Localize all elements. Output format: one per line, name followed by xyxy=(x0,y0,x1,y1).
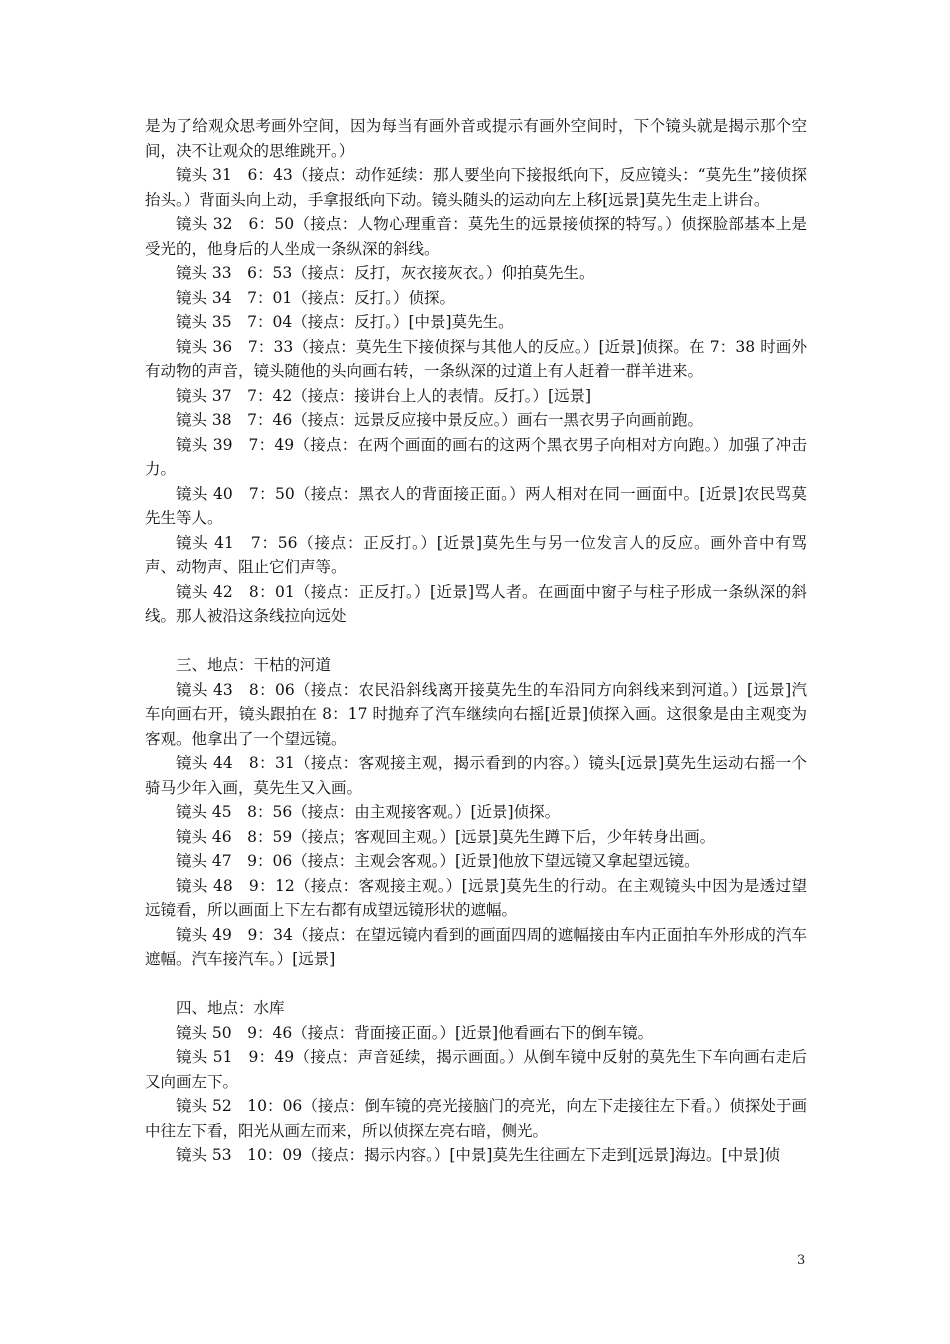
paragraph: 镜头 41 7：56（接点：正反打。）[近景]莫先生与另一位发言人的反应。画外音中有骂声、动物声、阻止它们声等。 xyxy=(145,533,807,576)
paragraph: 镜头 53 10：09（接点：揭示内容。）[中景]莫先生往画左下走到[远景]海边。[中景]侦 xyxy=(176,1146,781,1164)
paragraph: 镜头 51 9：49（接点：声音延续，揭示画面。）从倒车镜中反射的莫先生下车向画右走后又向画左下。 xyxy=(145,1048,807,1091)
paragraph: 镜头 43 8：06（接点：农民沿斜线离开接莫先生的车沿同方向斜线来到河道。）[远景]汽车向画右开，镜头跟拍在 8：17 时抛弃了汽车继续向右摇[近景]侦探入画。这很象是由主观变为客观。他拿出了一个望远镜。 xyxy=(145,680,807,748)
document-body xyxy=(145,114,807,1168)
paragraph: 镜头 38 7：46（接点：远景反应接中景反应。）画右一黑衣男子向画前跑。 xyxy=(176,411,703,429)
paragraph: 镜头 47 9：06（接点：主观会客观。）[近景]他放下望远镜又拿起望远镜。 xyxy=(176,852,700,870)
section-gap xyxy=(145,972,807,997)
paragraph: 是为了给观众思考画外空间，因为每当有画外音或提示有画外空间时，下个镜头就是揭示那个空间，决不让观众的思维跳开。） xyxy=(145,117,807,160)
paragraph: 镜头 39 7：49（接点：在两个画面的画右的这两个黑衣男子向相对方向跑。）加强了冲击力。 xyxy=(145,435,807,478)
paragraph: 镜头 36 7：33（接点：莫先生下接侦探与其他人的反应。）[近景]侦探。在 7：38 时画外有动物的声音，镜头随他的头向画右转，一条纵深的过道上有人赶着一群羊进来。 xyxy=(145,337,807,380)
paragraph: 三、地点：干枯的河道 xyxy=(176,656,332,674)
paragraph: 镜头 32 6：50（接点：人物心理重音：莫先生的远景接侦探的特写。）侦探脸部基本上是受光的，他身后的人坐成一条纵深的斜线。 xyxy=(145,215,807,258)
paragraph: 镜头 44 8：31（接点：客观接主观，揭示看到的内容。）镜头[远景]莫先生运动右摇一个骑马少年入画，莫先生又入画。 xyxy=(145,754,807,797)
paragraph: 镜头 42 8：01（接点：正反打。）[近景]骂人者。在画面中窗子与柱子形成一条纵深的斜线。那人被沿这条线拉向远处 xyxy=(145,582,807,625)
paragraph: 镜头 52 10：06（接点：倒车镜的亮光接脑门的亮光，向左下走接往左下看。）侦探处于画中往左下看，阳光从画左而来，所以侦探左亮右暗，侧光。 xyxy=(145,1097,807,1140)
paragraph: 镜头 49 9：34（接点：在望远镜内看到的画面四周的遮幅接由车内正面拍车外形成的汽车遮幅。汽车接汽车。）[远景] xyxy=(145,925,807,968)
paragraph: 镜头 31 6：43（接点：动作延续：那人要坐向下接报纸向下，反应镜头：“莫先生”接侦探抬头。）背面头向上动，手拿报纸向下动。镜头随头的运动向左上移[远景]莫先生走上讲台。 xyxy=(145,166,807,209)
paragraph: 镜头 34 7：01（接点：反打。）侦探。 xyxy=(176,288,455,307)
paragraph: 镜头 37 7：42（接点：接讲台上人的表情。反打。）[远景] xyxy=(176,386,592,405)
paragraph: 镜头 35 7：04（接点：反打。）[中景]莫先生。 xyxy=(176,313,514,331)
paragraph: 镜头 46 8：59（接点；客观回主观。）[远景]莫先生蹲下后，少年转身出画。 xyxy=(176,827,716,846)
paragraph: 镜头 48 9：12（接点：客观接主观。）[远景]莫先生的行动。在主观镜头中因为是透过望远镜看，所以画面上下左右都有成望远镜形状的遮幅。 xyxy=(145,876,807,919)
section-gap xyxy=(145,629,807,654)
paragraph: 镜头 45 8：56（接点：由主观接客观。）[近景]侦探。 xyxy=(176,803,561,821)
paragraph: 镜头 33 6：53（接点：反打，灰衣接灰衣。）仰拍莫先生。 xyxy=(176,264,595,282)
page-number: 3 xyxy=(797,1253,806,1268)
paragraph: 四、地点：水库 xyxy=(176,999,285,1017)
paragraph: 镜头 40 7：50（接点：黑衣人的背面接正面。）两人相对在同一画面中。[近景]农民骂莫先生等人。 xyxy=(145,484,807,527)
paragraph: 镜头 50 9：46（接点：背面接正面。）[近景]他看画右下的倒车镜。 xyxy=(176,1023,654,1042)
